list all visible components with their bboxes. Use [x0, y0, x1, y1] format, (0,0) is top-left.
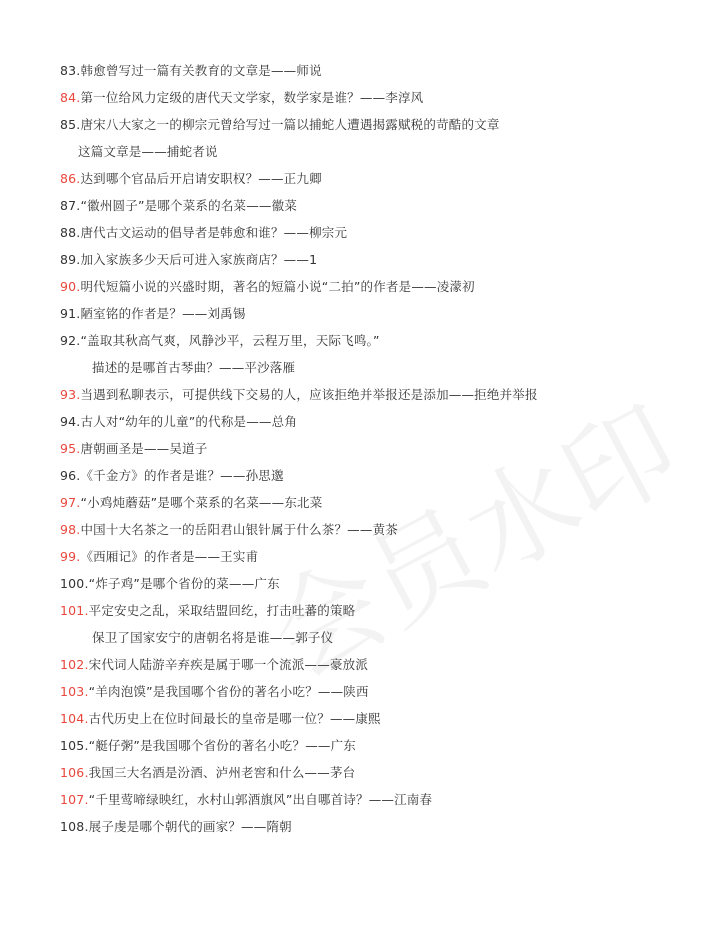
- item-number: 100.: [60, 576, 89, 591]
- list-item: [60, 63, 322, 79]
- item-number: 83.: [60, 63, 81, 78]
- item-number: 93.: [60, 387, 81, 402]
- list-item: [60, 549, 258, 565]
- item-number: 106.: [60, 765, 89, 780]
- list-item: [60, 306, 246, 322]
- item-text: 明代短篇小说的兴盛时期，著名的短篇小说“二拍”的作者是——凌濛初: [80, 279, 475, 294]
- item-text: 当遇到私聊表示，可提供线下交易的人，应该拒绝并举报还是添加——拒绝并举报: [80, 387, 538, 402]
- list-item: [92, 630, 333, 646]
- item-text: “羊肉泡馍”是我国哪个省份的著名小吃？——陕西: [88, 684, 369, 699]
- list-item: [60, 252, 317, 268]
- list-item: [60, 522, 398, 538]
- item-text: “小鸡炖蘑菇”是哪个菜系的名菜——东北菜: [80, 495, 323, 510]
- list-item: [60, 657, 368, 673]
- list-item: [60, 792, 432, 808]
- item-number: 101.: [60, 603, 89, 618]
- item-number: 97.: [60, 495, 81, 510]
- item-text: 加入家族多少天后可进入家族商店？——1: [80, 252, 318, 267]
- list-item: [60, 225, 347, 241]
- item-text: 这篇文章是——捕蛇者说: [78, 144, 218, 159]
- item-number: 88.: [60, 225, 81, 240]
- item-text: 古人对“幼年的儿童”的代称是——总角: [80, 414, 298, 429]
- item-text: 展子虔是哪个朝代的画家？——隋朝: [88, 819, 292, 834]
- list-item: [60, 387, 538, 403]
- item-number: 108.: [60, 819, 89, 834]
- item-text: 唐朝画圣是——吴道子: [80, 441, 208, 456]
- item-text: 唐宋八大家之一的柳宗元曾给写过一篇以捕蛇人遭遇揭露赋税的苛酷的文章: [80, 117, 500, 132]
- item-number: 94.: [60, 414, 81, 429]
- list-item: [60, 765, 355, 781]
- list-item: [60, 441, 208, 457]
- item-number: 92.: [60, 333, 81, 348]
- list-item: [60, 279, 475, 295]
- item-text: 古代历史上在位时间最长的皇帝是哪一位？——康熙: [88, 711, 381, 726]
- list-item: [60, 90, 423, 106]
- item-number: 90.: [60, 279, 81, 294]
- item-text: “千里莺啼绿映红，水村山郭酒旗风”出自哪首诗？——江南春: [88, 792, 433, 807]
- item-text: 《西厢记》的作者是——王实甫: [80, 549, 259, 564]
- item-text: 中国十大名茶之一的岳阳君山银针属于什么茶？——黄茶: [80, 522, 398, 537]
- item-number: 102.: [60, 657, 89, 672]
- item-text: 我国三大名酒是汾酒、泸州老窖和什么——茅台: [88, 765, 356, 780]
- item-text: 保卫了国家安宁的唐朝名将是谁——郭子仪: [92, 630, 334, 645]
- item-number: 96.: [60, 468, 81, 483]
- item-number: 89.: [60, 252, 81, 267]
- item-number: 107.: [60, 792, 89, 807]
- item-text: “徽州圆子”是哪个菜系的名菜——徽菜: [80, 198, 298, 213]
- list-item: [60, 414, 297, 430]
- item-number: 105.: [60, 738, 89, 753]
- list-item: [60, 819, 292, 835]
- item-number: 84.: [60, 90, 81, 105]
- list-item: [60, 198, 297, 214]
- item-text: “盖取其秋高气爽，风静沙平，云程万里，天际飞鸣。”: [80, 333, 380, 348]
- item-text: 宋代词人陆游辛弃疾是属于哪一个流派——豪放派: [88, 657, 369, 672]
- list-item: [60, 171, 322, 187]
- item-text: 描述的是哪首古琴曲？——平沙落雁: [92, 360, 296, 375]
- list-item: [92, 360, 295, 376]
- item-text: 平定安史之乱，采取结盟回纥，打击吐蕃的策略: [88, 603, 356, 618]
- item-number: 86.: [60, 171, 81, 186]
- list-item: [78, 144, 218, 160]
- list-item: [60, 738, 356, 754]
- list-item: [60, 117, 500, 133]
- item-text: 韩愈曾写过一篇有关教育的文章是——师说: [80, 63, 322, 78]
- list-item: [60, 711, 381, 727]
- item-text: “艇仔粥”是我国哪个省份的著名小吃？——广东: [88, 738, 356, 753]
- list-item: [60, 576, 280, 592]
- item-number: 91.: [60, 306, 81, 321]
- item-number: 87.: [60, 198, 81, 213]
- item-number: 95.: [60, 441, 81, 456]
- item-text: 唐代古文运动的倡导者是韩愈和谁？——柳宗元: [80, 225, 348, 240]
- item-number: 103.: [60, 684, 89, 699]
- item-number: 85.: [60, 117, 81, 132]
- list-item: [60, 333, 380, 349]
- list-item: [60, 495, 322, 511]
- list-item: [60, 684, 369, 700]
- list-item: [60, 603, 355, 619]
- item-text: 《千金方》的作者是谁？——孙思邈: [80, 468, 284, 483]
- item-number: 104.: [60, 711, 89, 726]
- item-number: 99.: [60, 549, 81, 564]
- item-text: 陋室铭的作者是？——刘禹锡: [80, 306, 246, 321]
- item-text: “炸子鸡”是哪个省份的菜——广东: [88, 576, 280, 591]
- item-text: 达到哪个官品后开启请安职权？——正九卿: [80, 171, 322, 186]
- item-number: 98.: [60, 522, 81, 537]
- list-item: [60, 468, 284, 484]
- item-text: 第一位给风力定级的唐代天文学家，数学家是谁？——李淳风: [80, 90, 424, 105]
